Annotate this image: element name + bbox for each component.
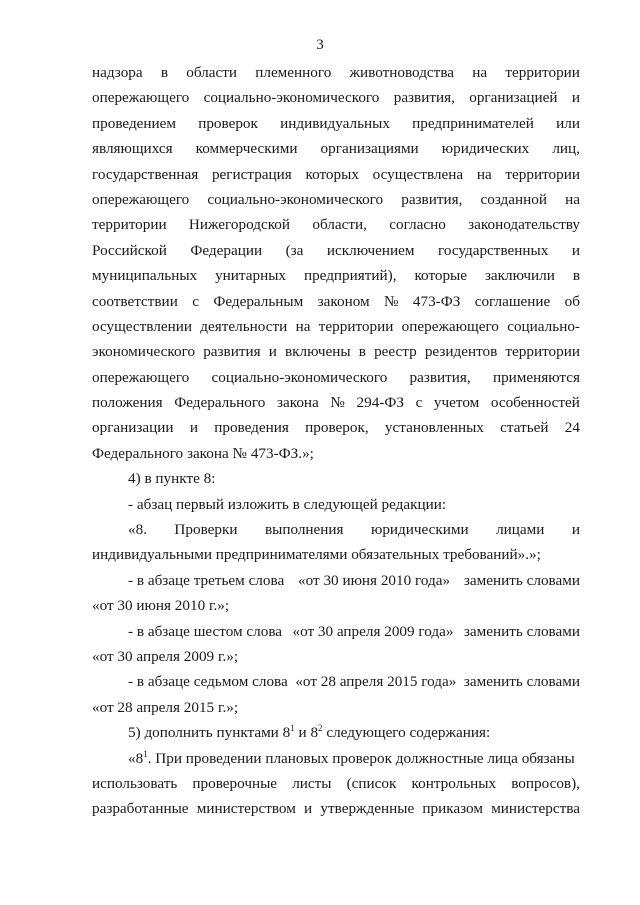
word: государственная bbox=[92, 165, 199, 183]
word: применяются bbox=[492, 368, 580, 386]
word: опережающего bbox=[92, 190, 190, 208]
word: 24 bbox=[564, 419, 580, 437]
word: учетом bbox=[433, 394, 480, 412]
page-number: 3 bbox=[316, 37, 324, 53]
text-run: . При проведении плановых проверок должностные лица обязаны bbox=[147, 749, 575, 767]
text-line bbox=[92, 60, 580, 85]
word: (за bbox=[285, 241, 304, 259]
text-line bbox=[92, 136, 580, 161]
word: «от 30 июня 2010 года» bbox=[298, 571, 451, 589]
word: на bbox=[472, 64, 488, 81]
word: лиц, bbox=[552, 140, 580, 158]
word: предприятий), bbox=[303, 267, 397, 285]
word: деятельности bbox=[200, 317, 288, 335]
text-run: «8 bbox=[128, 749, 144, 767]
text-line bbox=[92, 289, 580, 314]
word: в bbox=[358, 343, 366, 361]
text-line bbox=[92, 492, 580, 517]
word: - в абзаце третьем слова bbox=[128, 571, 285, 589]
word: исключением bbox=[326, 241, 415, 259]
text-line bbox=[92, 415, 580, 440]
word: министерством bbox=[196, 800, 296, 818]
word: положения bbox=[92, 394, 163, 412]
word: предпринимателей bbox=[412, 114, 534, 132]
word: с bbox=[192, 292, 199, 310]
word: муниципальных bbox=[92, 267, 198, 285]
word: социально-экономического bbox=[203, 89, 380, 107]
text-line bbox=[92, 365, 580, 390]
word: и bbox=[189, 419, 198, 437]
text-line bbox=[92, 644, 580, 669]
word: индивидуальных bbox=[280, 114, 390, 132]
word: листы bbox=[292, 774, 332, 792]
text-line bbox=[92, 263, 580, 288]
text-line bbox=[92, 314, 580, 339]
word: и bbox=[268, 343, 277, 361]
text-line bbox=[92, 720, 580, 745]
word: - в абзаце седьмом слова bbox=[128, 673, 288, 691]
word: - в абзаце шестом слова bbox=[128, 622, 283, 640]
word: согласно bbox=[389, 216, 446, 234]
word: развития, bbox=[409, 368, 471, 386]
word: выполнения bbox=[264, 521, 344, 539]
text-run: 4) в пункте 8: bbox=[128, 470, 216, 488]
text-line bbox=[92, 593, 580, 618]
word: территории bbox=[92, 216, 167, 234]
word: законом bbox=[317, 292, 370, 310]
word: заменить словами bbox=[463, 622, 580, 640]
word: заменить словами bbox=[463, 571, 580, 589]
text-line bbox=[92, 162, 580, 187]
word: юридическими bbox=[370, 521, 469, 539]
word: статьей bbox=[500, 419, 549, 437]
text-run: «от 28 апреля 2015 г.»; bbox=[92, 698, 239, 716]
text-line bbox=[92, 746, 580, 771]
word: социально-экономического bbox=[207, 190, 384, 208]
word: племенного bbox=[255, 64, 332, 81]
word: социально-экономического bbox=[211, 368, 388, 386]
text-run: 5) дополнить пунктами 8 bbox=[128, 724, 291, 742]
text-line bbox=[92, 212, 580, 237]
word: на bbox=[476, 165, 492, 183]
word: вопросов), bbox=[511, 774, 580, 792]
word: или bbox=[556, 114, 580, 132]
text-run: - абзац первый изложить в следующей редакции: bbox=[128, 495, 447, 513]
word: территории bbox=[318, 317, 394, 335]
word: лицами bbox=[496, 521, 545, 539]
word: в bbox=[572, 267, 580, 285]
word: приказом bbox=[422, 800, 483, 818]
text-line bbox=[92, 238, 580, 263]
text-line bbox=[92, 796, 580, 821]
word: территории bbox=[505, 165, 580, 183]
word: № bbox=[330, 394, 345, 412]
word: 473-ФЗ bbox=[412, 292, 461, 310]
word: и bbox=[571, 521, 580, 539]
word: области, bbox=[312, 216, 367, 234]
word: территории bbox=[505, 343, 580, 361]
text-line bbox=[92, 187, 580, 212]
text-line bbox=[92, 542, 580, 567]
word: Проверки bbox=[174, 521, 238, 539]
word: утвержденные bbox=[320, 800, 415, 818]
word: и bbox=[571, 89, 580, 107]
word: являющихся bbox=[92, 140, 173, 158]
word: надзора bbox=[92, 64, 143, 81]
word: Федерации bbox=[190, 241, 263, 259]
text-line bbox=[92, 695, 580, 720]
word: осуществлении bbox=[92, 317, 192, 335]
word: заключили bbox=[484, 267, 555, 285]
text-run: «от 30 июня 2010 г.»; bbox=[92, 597, 230, 615]
word: территории bbox=[505, 64, 580, 81]
text-run: Федерального закона № 473-ФЗ.»; bbox=[92, 444, 314, 462]
word: созданной bbox=[480, 190, 547, 208]
word: опережающего bbox=[92, 89, 190, 107]
word: проверок, bbox=[305, 419, 369, 437]
word: Федерального bbox=[174, 394, 266, 412]
word: «от 28 апреля 2015 года» bbox=[295, 673, 457, 691]
word: разработанные bbox=[92, 800, 189, 818]
text-line bbox=[92, 669, 580, 694]
text-line bbox=[92, 390, 580, 415]
text-line bbox=[92, 111, 580, 136]
word: 294-ФЗ bbox=[356, 394, 404, 412]
text-run: следующего содержания: bbox=[322, 724, 491, 742]
document-body bbox=[92, 60, 580, 822]
word: министерства bbox=[491, 800, 580, 818]
word: и bbox=[571, 241, 580, 259]
word: резидентов bbox=[424, 343, 498, 361]
word: социально- bbox=[507, 317, 580, 335]
word: которых bbox=[305, 165, 359, 183]
word: которые bbox=[414, 267, 468, 285]
word: использовать bbox=[92, 774, 178, 792]
word: проверочные bbox=[192, 774, 278, 792]
text-line bbox=[92, 339, 580, 364]
word: развития, bbox=[401, 190, 463, 208]
word: Федеральным bbox=[213, 292, 304, 310]
word: «8. bbox=[128, 521, 147, 539]
text-run: индивидуальными предпринимателями обязательных требований».»; bbox=[92, 546, 541, 564]
text-line bbox=[92, 568, 580, 593]
word: унитарных bbox=[215, 267, 287, 285]
text-line bbox=[92, 771, 580, 796]
text-line bbox=[92, 85, 580, 110]
word: и bbox=[304, 800, 313, 818]
word: с bbox=[415, 394, 423, 412]
text-line bbox=[92, 619, 580, 644]
word: закона bbox=[276, 394, 319, 412]
word: Российской bbox=[92, 241, 167, 259]
text-line bbox=[92, 466, 580, 491]
word: опережающего bbox=[401, 317, 499, 335]
word: контрольных bbox=[411, 774, 497, 792]
word: об bbox=[564, 292, 580, 310]
word: соглашение bbox=[474, 292, 551, 310]
word: осуществлена bbox=[372, 165, 464, 183]
word: развития, bbox=[393, 89, 455, 107]
word: № bbox=[384, 292, 399, 310]
text-run: и 8 bbox=[294, 724, 319, 742]
word: на bbox=[295, 317, 311, 335]
word: проверок bbox=[198, 114, 258, 132]
word: организацией bbox=[469, 89, 558, 107]
word: юридических bbox=[441, 140, 530, 158]
word: экономического bbox=[92, 343, 196, 361]
word: соответствии bbox=[92, 292, 178, 310]
text-line bbox=[92, 517, 580, 542]
word: особенностей bbox=[490, 394, 580, 412]
word: включены bbox=[285, 343, 351, 361]
word: развития bbox=[203, 343, 261, 361]
word: законодательству bbox=[468, 216, 580, 234]
word: реестр bbox=[374, 343, 417, 361]
word: заменить словами bbox=[463, 673, 580, 691]
word: государственных bbox=[438, 241, 549, 259]
word: организации bbox=[92, 419, 174, 437]
superscript: 2 bbox=[318, 723, 323, 734]
word: области bbox=[186, 64, 238, 81]
word: регистрация bbox=[211, 165, 292, 183]
superscript: 1 bbox=[290, 723, 295, 734]
text-line bbox=[92, 441, 580, 466]
word: коммерческими bbox=[195, 140, 298, 158]
word: проведением bbox=[92, 114, 177, 132]
superscript: 1 bbox=[143, 748, 148, 759]
word: «от 30 апреля 2009 года» bbox=[292, 622, 454, 640]
word: организациями bbox=[320, 140, 419, 158]
word: на bbox=[565, 190, 580, 208]
text-run: «от 30 апреля 2009 г.»; bbox=[92, 647, 239, 665]
word: проведения bbox=[214, 419, 289, 437]
word: (список bbox=[346, 774, 397, 792]
word: установленных bbox=[384, 419, 484, 437]
word: Нижегородской bbox=[188, 216, 291, 234]
word: в bbox=[160, 64, 169, 81]
word: животноводства bbox=[349, 64, 455, 81]
word: опережающего bbox=[92, 368, 190, 386]
